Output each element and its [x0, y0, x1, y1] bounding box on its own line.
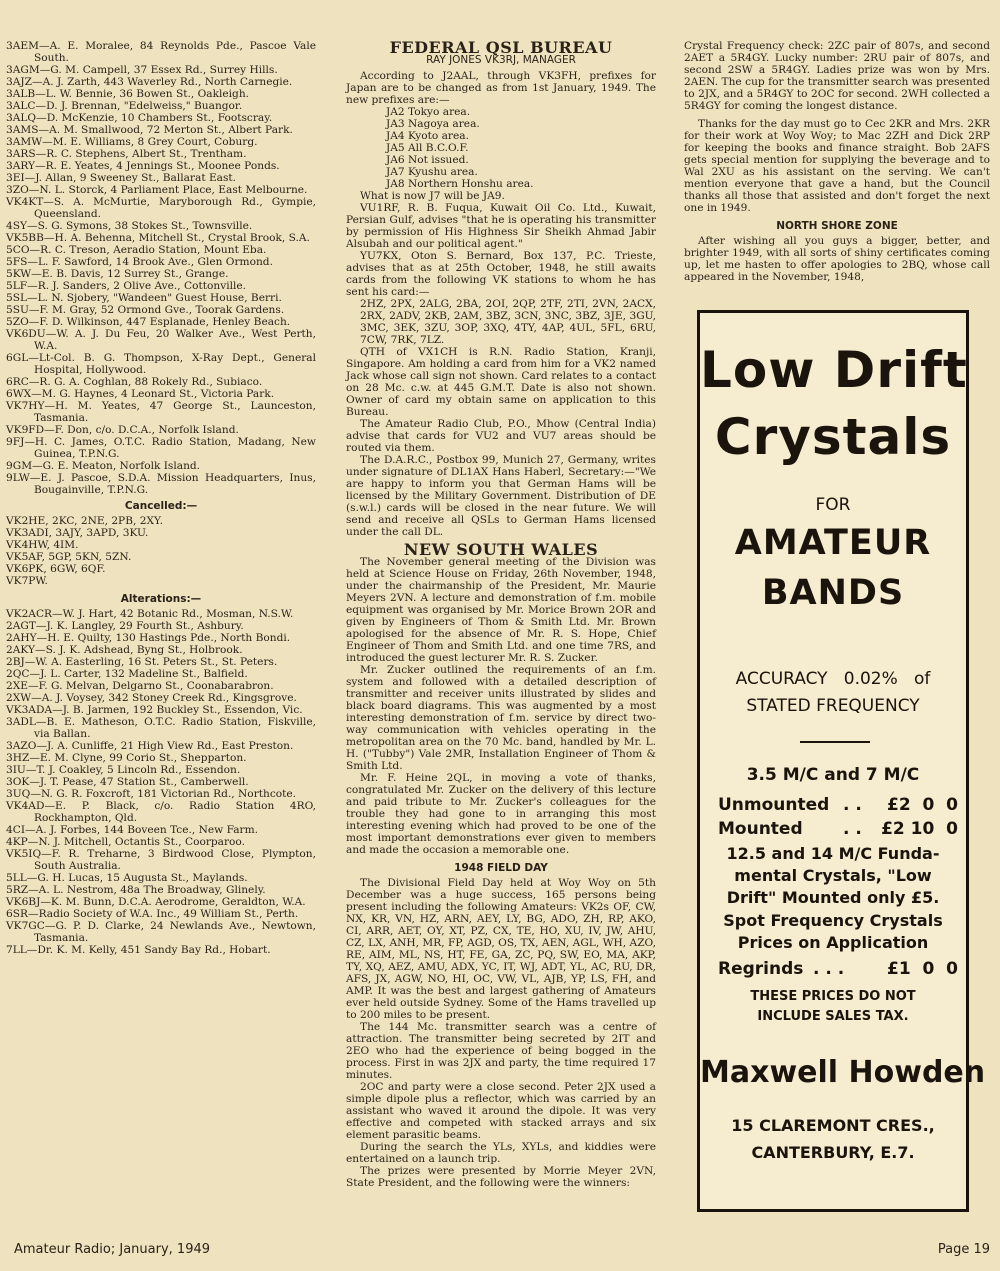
list-item: 9GM—G. E. Meaton, Norfolk Island.: [6, 460, 201, 472]
ad-dots: . . .: [813, 959, 845, 979]
ad-fundamental-3: Drift" Mounted only £5.: [726, 888, 940, 907]
list-item: 3UQ—N. G. R. Foxcroft, 181 Victorian Rd., Northcote.: [6, 788, 297, 800]
list-item: JA2 Tokyo area.: [386, 106, 471, 118]
list-item: 3AMW—M. E. Williams, 8 Grey Court, Coburg.: [6, 136, 258, 148]
field-day-heading: 1948 FIELD DAY: [454, 862, 548, 874]
ad-mounted-label: Mounted: [718, 819, 803, 839]
paragraph: The November general meeting of the Division was held at Science House on Friday, 26th November, 1948, under the chairmanship of the President, Mr. Maurie Meyers 2VN. A lecture and demonstration of f.m. mobile equipment was organised by Mr. Morice Brown 2OR and given by Engineers of Thom & Smith Ltd. Mr. Brown apologised for the absence of Mr. R. S. Hope, Chief Engineer of Thom and Smith Ltd. and one time 7RS, and introduced the guest lecturer Mr. R. S. Zucker.: [346, 556, 656, 664]
ad-bands: BANDS: [761, 573, 905, 613]
list-item: 3ALQ—D. McKenzie, 10 Chambers St., Footscray.: [6, 112, 273, 124]
ad-mounted-price: £2 10 0: [881, 819, 958, 839]
list-item: 3ALB—L. W. Bennie, 36 Bowen St., Oakleigh.: [6, 88, 250, 100]
list-item: VK5IQ—F. R. Treharne, 3 Birdwood Close, Plympton, South Australia.: [6, 848, 316, 872]
list-item: 6WX—M. G. Haynes, 4 Leonard St., Victoria Park.: [6, 388, 275, 400]
list-item: 3EI—J. Allan, 9 Sweeney St., Ballarat East.: [6, 172, 237, 184]
list-item: 5SL—L. N. Sjobery, "Wandeen" Guest House, Berri.: [6, 292, 282, 304]
crystals-advertisement: [697, 310, 986, 1212]
list-item: 3AEM—A. E. Moralee, 84 Reynolds Pde., Pascoe Vale South.: [6, 40, 316, 64]
paragraph: The 144 Mc. transmitter search was a centre of attraction. The transmitter being secreted by 2IT and 2EO who had the experience of being bogged in the process. First in was 2JX and party, the time required 17 minutes.: [346, 1021, 656, 1081]
ad-fundamental-2: mental Crystals, "Low: [734, 866, 932, 885]
list-item: 9LW—E. J. Pascoe, S.D.A. Mission Headquarters, Inus, Bougainville, T.P.N.G.: [6, 472, 316, 496]
callsign-list: 2HZ, 2PX, 2ALG, 2BA, 2OI, 2QP, 2TF, 2TI, 2VN, 2ACX, 2RX, 2ADV, 2KB, 2AM, 3BZ, 3CN, 3NC, 3BZ, 3JE, 3GU, 3MC, 3EK, 3ZU, 3OP, 3XQ, 4TY, 4AP, 4UL, 5FL, 6RU, 7CW, 7RK, 7LZ.: [360, 298, 656, 346]
paragraph: The Amateur Radio Club, P.O., Mhow (Central India) advise that cards for VU2 and VU7 areas should be routed via them.: [346, 418, 656, 454]
ad-dots: . .: [843, 795, 862, 815]
list-item: VK7GC—G. P. D. Clarke, 24 Newlands Ave., Newtown, Tasmania.: [6, 920, 316, 944]
list-item: JA3 Nagoya area.: [386, 118, 480, 130]
ad-address-2: CANTERBURY, E.7.: [751, 1143, 915, 1162]
ad-title-line1: Low Drift: [700, 341, 968, 399]
list-item: 5KW—E. B. Davis, 12 Surrey St., Grange.: [6, 268, 229, 280]
list-item: VK6BJ—K. M. Bunn, D.C.A. Aerodrome, Geraldton, W.A.: [6, 896, 306, 908]
list-item: VK2HE, 2KC, 2NE, 2PB, 2XY.: [6, 515, 163, 527]
list-item: VK7HY—H. M. Yeates, 47 George St., Launceston, Tasmania.: [6, 400, 316, 424]
list-item: 3ZO—N. L. Storck, 4 Parliament Place, East Melbourne.: [6, 184, 308, 196]
list-item: 2QC—J. L. Carter, 132 Madeline St., Balfield.: [6, 668, 248, 680]
list-item: VK3ADA—J. B. Jarmen, 192 Buckley St., Essendon, Vic.: [6, 704, 303, 716]
list-item: JA7 Kyushu area.: [386, 166, 478, 178]
north-shore-heading: NORTH SHORE ZONE: [776, 220, 898, 232]
paragraph: YU7KX, Oton S. Bernard, Box 137, P.C. Trieste, advises that as at 25th October, 1948, he still awaits cards from the following VK stations to whom he has sent his card:—: [346, 250, 656, 298]
qsl-bureau-heading: FEDERAL QSL BUREAU: [389, 38, 613, 57]
ad-title-line2: Crystals: [714, 408, 952, 466]
new-callsign-list: [6, 40, 316, 496]
list-item: VK5AF, 5GP, 5KN, 5ZN.: [6, 551, 132, 563]
paragraph: The Divisional Field Day held at Woy Woy on 5th December was a huge success, 165 persons being present including the following Amateurs: VK2s OF, CW, NX, KR, VN, HZ, ARN, AEY, LY, BG, ADO, ZH, RP, AKO, CI, ARR, AET, OY, XT, PZ, CX, TE, HO, XU, IV, JW, AHU, CZ, LX, ANH, MR, FP, AGD, OS, TX, AEN, AGL, WH, AZO, RE, AIM, ML, NS, HT, FE, GA, ZC, PQ, SW, EO, MA, AKP, TY, XQ, AEZ, AMU, ADX, YC, IT, WJ, ADT, YL, AC, RU, DR, AFS, JX, AGW, NO, HI, OC, VW, VL, AJB, YP, LS, FH, and AMP. It was the best and largest gathering of Amateurs ever held outside Sydney. Some of the Hams travelled up to 200 miles to be present.: [346, 877, 656, 1021]
nsw-heading: NEW SOUTH WALES: [403, 540, 599, 559]
list-item: 5CO—R. C. Treson, Aeradio Station, Mount Eba.: [6, 244, 267, 256]
paragraph: According to J2AAL, through VK3FH, prefixes for Japan are to be changed as from 1st January, 1949. The new prefixes are:—: [346, 70, 656, 106]
list-item: VK4HW, 4IM.: [6, 539, 79, 551]
list-item: VK4KT—S. A. McMurtie, Maryborough Rd., Gympie, Queensland.: [6, 196, 316, 220]
list-item: 3ARS—R. C. Stephens, Albert St., Trentham.: [6, 148, 247, 160]
list-item: 6SR—Radio Society of W.A. Inc., 49 William St., Perth.: [6, 908, 299, 920]
list-item: JA5 All B.C.O.F.: [386, 142, 469, 154]
paragraph: Mr. F. Heine 2QL, in moving a vote of thanks, congratulated Mr. Zucker on the delivery of this lecture and paid tribute to Mr. Zucker's colleagues for the trouble they had gone to in arranging this most interesting evening which had proved to be one of the most important demonstrations ever given to members and made the occasion a memorable one.: [346, 772, 656, 856]
list-item: JA8 Northern Honshu area.: [386, 178, 534, 190]
list-item: 7LL—Dr. K. M. Kelly, 451 Sandy Bay Rd., Hobart.: [6, 944, 271, 956]
list-item: 2XE—F. G. Melvan, Delgarno St., Coonabarabron.: [6, 680, 274, 692]
paragraph: Thanks for the day must go to Cec 2KR and Mrs. 2KR for their work at Woy Woy; to Mac 2ZH and Dick 2RP for keeping the books and finance straight. Bob 2AFS gets special mention for supplying the beverage and to Wal 2XU as his assistant on the serving. We can't mention everyone that gave a hand, but the Council thanks all those that assisted and don't forget the next one in 1949.: [684, 118, 990, 214]
ad-unmounted-label: Unmounted: [718, 795, 830, 815]
ad-accuracy: ACCURACY 0.02% of: [735, 669, 931, 689]
ad-dots: . .: [843, 819, 862, 839]
list-item: 6RC—R. G. A. Coghlan, 88 Rokely Rd., Subiaco.: [6, 376, 263, 388]
left-column: [6, 40, 316, 956]
list-item: 3ADL—B. E. Matheson, O.T.C. Radio Station, Fiskville, via Ballan.: [6, 716, 316, 740]
paragraph: 2OC and party were a close second. Peter 2JX used a simple dipole plus a reflector, which was carried by an assistant who waved it around the dipole. It was very effective and competed with stacked arrays and six element parasitic beams.: [346, 1081, 656, 1141]
paragraph: QTH of VX1CH is R.N. Radio Station, Kranji, Singapore. Am holding a card from him for a VK2 named Jack whose call sign not shown. Card relates to a contact on 28 Mc. c.w. at 445 G.M.T. Date is also not shown. Owner of card my obtain same on application to this Bureau.: [346, 346, 656, 418]
list-item: 4SY—S. G. Symons, 38 Stokes St., Townsville.: [6, 220, 253, 232]
list-item: 5LL—G. H. Lucas, 15 Augusta St., Maylands.: [6, 872, 248, 884]
ad-tax-2: INCLUDE SALES TAX.: [757, 1009, 909, 1024]
list-item: 9FJ—H. C. James, O.T.C. Radio Station, Madang, New Guinea, T.P.N.G.: [6, 436, 316, 460]
alterations-list: [6, 608, 316, 956]
list-item: 5FS—L. F. Sawford, 14 Brook Ave., Glen Ormond.: [6, 256, 273, 268]
list-item: VK7PW.: [6, 575, 48, 587]
ad-regrinds-label: Regrinds: [718, 959, 804, 979]
list-item: VK9FD—F. Don, c/o. D.C.A., Norfolk Island.: [6, 424, 239, 436]
paragraph: During the search the YLs, XYLs, and kiddies were entertained on a launch trip.: [346, 1141, 656, 1165]
ad-tax-1: THESE PRICES DO NOT: [750, 989, 916, 1004]
ad-for: FOR: [815, 495, 851, 515]
right-column: [684, 40, 990, 283]
paragraph: After wishing all you guys a bigger, better, and brighter 1949, with all sorts of shiny certificates coming up, let me hasten to offer apologies to 2BQ, whose call appeared in the November, 1948,: [684, 235, 990, 283]
ad-company: Maxwell Howden: [700, 1055, 986, 1090]
list-item: 5SU—F. M. Gray, 52 Ormond Gve., Toorak Gardens.: [6, 304, 285, 316]
list-item: VK5BB—H. A. Behenna, Mitchell St., Crystal Brook, S.A.: [6, 232, 310, 244]
list-item: 5RZ—A. L. Nestrom, 48a The Broadway, Glinely.: [6, 884, 266, 896]
paragraph: Mr. Zucker outlined the requirements of an f.m. system and followed with a detailed description of transmitter and receiver units illustrated by slides and black board diagrams. This was augmented by a most interesting demonstration of f.m. service by direct two-way communication with vehicles operating in the metropolitan area on the 70 Mc. band, handled by Mr. L. H. ("Tubby") Vale 2MR, Installation Engineer of Thom & Smith Ltd.: [346, 664, 656, 772]
ad-amateur: AMATEUR: [734, 523, 932, 563]
list-item: 3AGM—G. M. Campell, 37 Essex Rd., Surrey Hills.: [6, 64, 278, 76]
footer-right: Page 19: [937, 1242, 990, 1257]
list-item: 3AMS—A. M. Smallwood, 72 Merton St., Albert Park.: [6, 124, 293, 136]
ad-spot-2: Prices on Application: [737, 933, 929, 952]
alterations-heading: Alterations:—: [120, 593, 202, 605]
list-item: 2BJ—W. A. Easterling, 16 St. Peters St., St. Peters.: [6, 656, 278, 668]
ad-spot-1: Spot Frequency Crystals: [723, 911, 943, 930]
paragraph: Crystal Frequency check: 2ZC pair of 807s, and second 2AET a 5R4GY. Lucky number: 2RU pair of 807s, and second 2SW a 5R4GY. Ladies prize was won by Mrs. 2AEN. The cup for the transmitter search was presented to 2JX, and a 5R4GY to 2OC for second. 2WH collected a 5R4GY for coming the longest distance.: [684, 40, 990, 112]
ad-fundamental-1: 12.5 and 14 M/C Funda-: [726, 844, 940, 863]
ad-unmounted-price: £2 0 0: [887, 795, 958, 815]
ad-bands-mc: 3.5 M/C and 7 M/C: [746, 765, 920, 785]
list-item: 5LF—R. J. Sanders, 2 Olive Ave., Cottonville.: [6, 280, 247, 292]
prefix-list: [346, 106, 656, 190]
list-item: 3AZO—J. A. Cunliffe, 21 High View Rd., East Preston.: [6, 740, 294, 752]
list-item: JA4 Kyoto area.: [386, 130, 469, 142]
paragraph: The prizes were presented by Morrie Meyer 2VN, State President, and the following were the winners:: [346, 1165, 656, 1189]
ad-stated-frequency: STATED FREQUENCY: [746, 696, 920, 716]
list-item: 5ZO—F. D. Wilkinson, 447 Esplanade, Henley Beach.: [6, 316, 291, 328]
ad-address-1: 15 CLAREMONT CRES.,: [731, 1116, 935, 1135]
list-item: 2AHY—H. E. Quilty, 130 Hastings Pde., North Bondi.: [6, 632, 291, 644]
qsl-bureau-manager: RAY JONES VK3RJ, MANAGER: [426, 54, 576, 66]
list-item: VK6DU—W. A. J. Du Feu, 20 Walker Ave., West Perth, W.A.: [6, 328, 316, 352]
list-item: 3IU—T. J. Coakley, 5 Lincoln Rd., Essendon.: [6, 764, 241, 776]
list-item: VK4AD—E. P. Black, c/o. Radio Station 4RO, Rockhampton, Qld.: [6, 800, 316, 824]
list-item: 2XW—A. J. Voysey, 342 Stoney Creek Rd., Kingsgrove.: [6, 692, 297, 704]
paragraph: VU1RF, R. B. Fuqua, Kuwait Oil Co. Ltd., Kuwait, Persian Gulf, advises "that he is operating his transmitter by permission of His Highness Sir Sheikh Ahmad Jabir Alsubah and our political agent.": [346, 202, 656, 250]
list-item: 3ALC—D. J. Brennan, "Edelweiss," Buangor.: [6, 100, 243, 112]
list-item: 4CI—A. J. Forbes, 144 Boveen Tce., New Farm.: [6, 824, 259, 836]
list-item: VK2ACR—W. J. Hart, 42 Botanic Rd., Mosman, N.S.W.: [6, 608, 294, 620]
middle-column: [346, 40, 656, 1189]
list-item: JA6 Not issued.: [386, 154, 469, 166]
list-item: 4KP—N. J. Mitchell, Octantis St., Coorparoo.: [6, 836, 245, 848]
footer-left: Amateur Radio; January, 1949: [14, 1242, 211, 1257]
list-item: 6GL—Lt-Col. B. G. Thompson, X-Ray Dept., General Hospital, Hollywood.: [6, 352, 316, 376]
list-item: 2AGT—J. K. Langley, 29 Fourth St., Ashbury.: [6, 620, 244, 632]
cancelled-heading: Cancelled:—: [124, 500, 198, 512]
paragraph: The D.A.R.C., Postbox 99, Munich 27, Germany, writes under signature of DL1AX Hans Haberl, Secretary:—"We are happy to inform you that German Hams will be licensed by the Military Government. Distribution of DE (s.w.l.) cards will be closed in the near future. We will send and receive all QSLs to German Hams licensed under the call DL.: [346, 454, 656, 538]
paragraph: What is now J7 will be JA9.: [360, 190, 505, 202]
list-item: 3AJZ—A. J. Zarth, 443 Waverley Rd., North Carnegie.: [6, 76, 293, 88]
ad-divider: [800, 741, 870, 743]
ad-regrinds-price: £1 0 0: [887, 959, 958, 979]
list-item: 2AKY—S. J. K. Adshead, Byng St., Holbrook.: [6, 644, 243, 656]
list-item: VK3ADI, 3AJY, 3APD, 3KU.: [6, 527, 149, 539]
list-item: VK6PK, 6GW, 6QF.: [6, 563, 106, 575]
list-item: 3OK—J. T. Pease, 47 Station St., Camberwell.: [6, 776, 249, 788]
list-item: 3ARY—R. E. Yeates, 4 Jennings St., Moonee Ponds.: [6, 160, 280, 172]
list-item: 3HZ—E. M. Clyne, 99 Corio St., Shepparton.: [6, 752, 247, 764]
cancelled-list: [6, 515, 316, 587]
